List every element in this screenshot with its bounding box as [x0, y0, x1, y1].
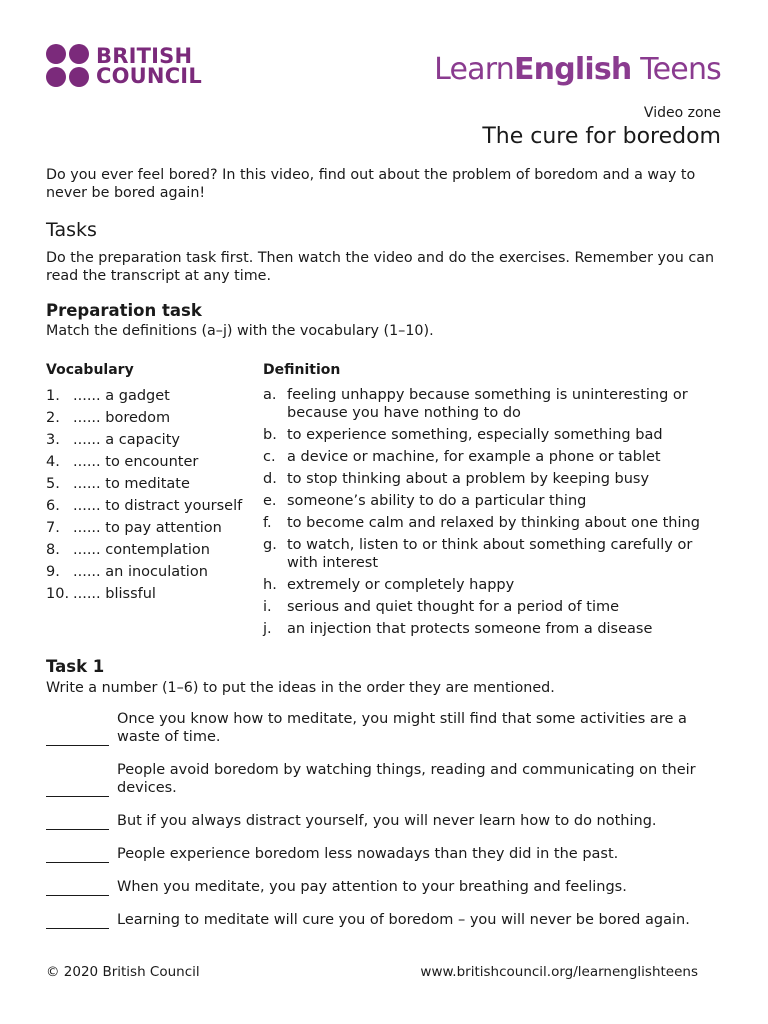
tasks-text: Do the preparation task first. Then watch the video and do the exercises. Remember you can read the transcript at any time.: [46, 250, 715, 284]
vocabulary-item: [46, 518, 242, 540]
vocabulary-item: [46, 474, 242, 496]
task1-statement: People experience boredom less nowadays than they did in the past.: [117, 846, 619, 862]
definition-letter: i.: [263, 599, 272, 615]
definition-letter: a.: [263, 387, 277, 403]
definition-list: [263, 386, 723, 642]
task1-list: [46, 710, 726, 944]
preparation-heading: Preparation task: [46, 301, 202, 320]
task1-statement: But if you always distract yourself, you will never learn how to do nothing.: [117, 813, 657, 829]
vocabulary-header: Vocabulary: [46, 362, 134, 378]
definition-text: to watch, listen to or think about something carefully or with interest: [287, 537, 693, 571]
vocabulary-term: ...... to distract yourself: [73, 498, 243, 514]
vocabulary-term: ...... blissful: [73, 586, 156, 602]
task1-item: [46, 761, 726, 797]
definition-item: [263, 470, 723, 488]
tasks-heading: Tasks: [46, 219, 97, 241]
vocabulary-term: ...... an inoculation: [73, 564, 208, 580]
footer-url: www.britishcouncil.org/learnenglishteens: [420, 964, 698, 980]
definition-item: [263, 426, 723, 444]
definition-letter: d.: [263, 471, 277, 487]
vocabulary-term: ...... to meditate: [73, 476, 190, 492]
answer-blank[interactable]: [46, 745, 109, 746]
vocabulary-number: 5.: [46, 476, 60, 492]
vocabulary-term: ...... to pay attention: [73, 520, 222, 536]
answer-blank[interactable]: [46, 796, 109, 797]
learnenglish-teens-logo: LearnEnglish Teens: [434, 52, 721, 87]
definition-item: [263, 536, 723, 572]
vocabulary-item: [46, 408, 242, 430]
task1-statement: Once you know how to meditate, you might still find that some activities are a waste of time.: [117, 711, 687, 745]
intro-text: Do you ever feel bored? In this video, find out about the problem of boredom and a way to never be bored again!: [46, 167, 696, 201]
british-council-wordmark: BRITISH COUNCIL: [96, 43, 202, 88]
definition-text: extremely or completely happy: [287, 577, 515, 593]
task1-heading: Task 1: [46, 657, 105, 676]
definition-text: to stop thinking about a problem by keeping busy: [287, 471, 650, 487]
vocabulary-item: [46, 540, 242, 562]
preparation-instruction: Match the definitions (a–j) with the vocabulary (1–10).: [46, 323, 434, 339]
task1-item: [46, 812, 726, 830]
vocabulary-number: 8.: [46, 542, 60, 558]
vocabulary-item: [46, 430, 242, 452]
vocabulary-item: [46, 584, 242, 606]
task1-item: [46, 878, 726, 896]
definition-letter: j.: [263, 621, 272, 637]
vocabulary-list: [46, 386, 242, 606]
definition-letter: b.: [263, 427, 277, 443]
task1-item: [46, 845, 726, 863]
vocabulary-number: 9.: [46, 564, 60, 580]
vocabulary-item: [46, 496, 242, 518]
definition-item: [263, 620, 723, 638]
definition-item: [263, 514, 723, 532]
answer-blank[interactable]: [46, 862, 109, 863]
british-council-dots-icon: [46, 44, 89, 87]
definition-item: [263, 492, 723, 510]
task1-instruction: Write a number (1–6) to put the ideas in the order they are mentioned.: [46, 680, 555, 696]
footer-copyright: © 2020 British Council: [46, 964, 200, 980]
british-council-logo: [46, 44, 202, 87]
vocabulary-number: 6.: [46, 498, 60, 514]
section-label: Video zone: [643, 105, 721, 121]
vocabulary-term: ...... contemplation: [73, 542, 210, 558]
definition-letter: f.: [263, 515, 272, 531]
definition-header: Definition: [263, 362, 341, 378]
definition-text: to experience something, especially something bad: [287, 427, 663, 443]
page-title: The cure for boredom: [482, 124, 721, 149]
vocabulary-number: 3.: [46, 432, 60, 448]
definition-letter: g.: [263, 537, 277, 553]
definition-text: to become calm and relaxed by thinking about one thing: [287, 515, 700, 531]
vocabulary-number: 1.: [46, 388, 60, 404]
definition-item: [263, 386, 723, 422]
definition-text: someone’s ability to do a particular thing: [287, 493, 587, 509]
vocabulary-term: ...... a gadget: [73, 388, 170, 404]
task1-statement: When you meditate, you pay attention to your breathing and feelings.: [117, 879, 627, 895]
vocabulary-number: 2.: [46, 410, 60, 426]
answer-blank[interactable]: [46, 829, 109, 830]
definition-item: [263, 598, 723, 616]
definition-letter: c.: [263, 449, 276, 465]
task1-item: [46, 911, 726, 929]
vocabulary-term: ...... a capacity: [73, 432, 180, 448]
vocabulary-number: 4.: [46, 454, 60, 470]
definition-text: feeling unhappy because something is uninteresting or because you have nothing to do: [287, 387, 688, 421]
definition-text: a device or machine, for example a phone or tablet: [287, 449, 661, 465]
vocabulary-term: ...... to encounter: [73, 454, 199, 470]
answer-blank[interactable]: [46, 928, 109, 929]
task1-item: [46, 710, 726, 746]
vocabulary-term: ...... boredom: [73, 410, 171, 426]
definition-text: serious and quiet thought for a period of time: [287, 599, 620, 615]
vocabulary-item: [46, 452, 242, 474]
definition-text: an injection that protects someone from a disease: [287, 621, 653, 637]
vocabulary-number: 7.: [46, 520, 60, 536]
vocabulary-number: 10.: [46, 586, 70, 602]
definition-letter: h.: [263, 577, 277, 593]
definition-item: [263, 576, 723, 594]
vocabulary-item: [46, 386, 242, 408]
task1-statement: People avoid boredom by watching things, reading and communicating on their devices.: [117, 762, 696, 796]
vocabulary-item: [46, 562, 242, 584]
definition-item: [263, 448, 723, 466]
definition-letter: e.: [263, 493, 277, 509]
task1-statement: Learning to meditate will cure you of boredom – you will never be bored again.: [117, 912, 690, 928]
answer-blank[interactable]: [46, 895, 109, 896]
